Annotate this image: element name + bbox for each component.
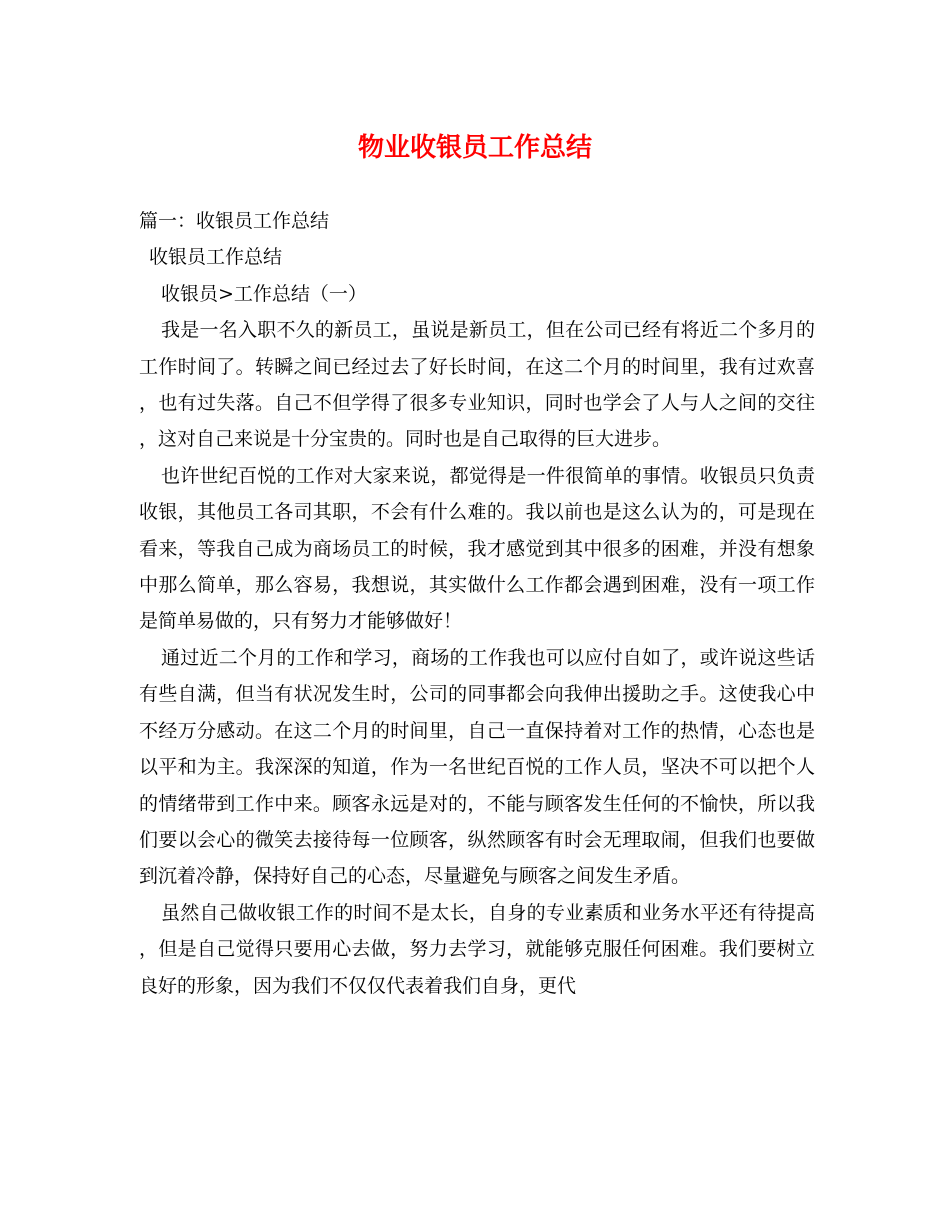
subsection-heading: 收银员>工作总结（一） xyxy=(161,282,367,305)
paragraph-2: 也许世纪百悦的工作对大家来说，都觉得是一件很简单的事情。收银员只负责收银，其他员工各司其职，不会有什么难的。我以前也是这么认为的，可是现在看来，等我自己成为商场员工的时候，我才感觉到其中很多的困难，并没有想象中那么简单，那么容易，我想说，其实做什么工作都会遇到困难，没有一项工作是简单易做的，只有努力才能够做好！ xyxy=(139,464,815,633)
section-heading: 篇一：收银员工作总结 xyxy=(139,210,330,232)
subheading: 收银员工作总结 xyxy=(149,246,283,269)
paragraph-3: 通过近二个月的工作和学习，商场的工作我也可以应付自如了，或许说这些话有些自满，但当有状况发生时，公司的同事都会向我伸出援助之手。这使我心中不经万分感动。在这二个月的时间里，自己一直保持着对工作的热情，心态也是以平和为主。我深深的知道，作为一名世纪百悦的工作人员，坚决不可以把个人的情绪带到工作中来。顾客永远是对的，不能与顾客发生任何的不愉快，所以我们要以会心的微笑去接待每一位顾客，纵然顾客有时会无理取闹，但我们也要做到沉着冷静，保持好自己的心态，尽量避免与顾客之间发生矛盾。 xyxy=(139,646,815,888)
document-title: 物业收银员工作总结 xyxy=(357,133,592,163)
paragraph-1: 我是一名入职不久的新员工，虽说是新员工，但在公司已经有将近二个多月的工作时间了。转瞬之间已经过去了好长时间，在这二个月的时间里，我有过欢喜，也有过失落。自己不但学得了很多专业知识，同时也学会了人与人之间的交往，这对自己来说是十分宝贵的。同时也是自己取得的巨大进步。 xyxy=(139,319,815,451)
paragraph-4: 虽然自己做收银工作的时间不是太长，自身的专业素质和业务水平还有待提高，但是自己觉得只要用心去做，努力去学习，就能够克服任何困难。我们要树立良好的形象，因为我们不仅仅代表着我们自身，更代 xyxy=(139,901,815,997)
document-body xyxy=(139,203,815,1004)
